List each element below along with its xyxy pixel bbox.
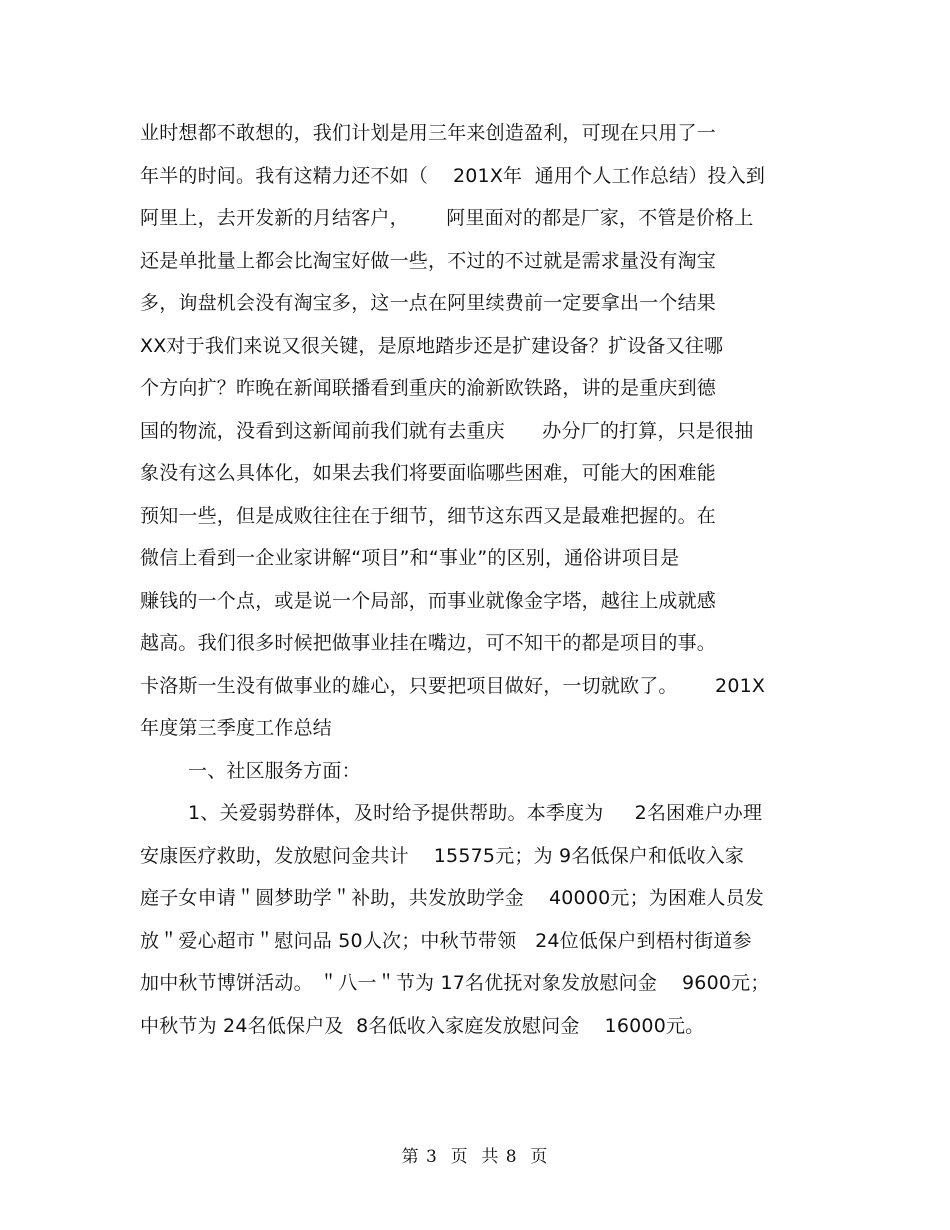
text-line: 中秋节为 24名低保户及 8名低收入家庭发放慰问金 16000元。 (140, 1014, 705, 1037)
text-line: XX对于我们来说又很关键，是原地踏步还是扩建设备？扩设备又往哪 (140, 334, 724, 357)
text-line: 庭子女申请＂圆梦助学＂补助，共发放助学金 40000元；为困难人员发 (140, 887, 765, 909)
text-line: 年半的时间。我有这精力还不如（ 201X年 通用个人工作总结）投入到 (140, 164, 766, 187)
text-line: 一、社区服务方面： (188, 759, 361, 782)
text-line: 象没有这么具体化，如果去我们将要面临哪些困难，可能大的困难能 (140, 462, 717, 484)
text-line: 多，询盘机会没有淘宝多，这一点在阿里续费前一定要拿出一个结果 (140, 292, 717, 314)
document-body (140, 112, 820, 1047)
text-line: 个方向扩？昨晚在新闻联播看到重庆的渝新欧铁路，讲的是重庆到德 (140, 377, 717, 399)
page-number-footer: 第 3 页 共 8 页 (401, 1147, 549, 1167)
text-line: 安康医疗救助，发放慰问金共计 15575元；为 9名低保户和低收入家 (140, 844, 745, 867)
text-line: 1、关爱弱势群体，及时给予提供帮助。本季度为 2名困难户办理 (188, 802, 763, 824)
text-line: 还是单批量上都会比淘宝好做一些，不过的不过就是需求量没有淘宝 (140, 249, 717, 272)
text-line: 阿里上，去开发新的月结客户， 阿里面对的都是厂家，不管是价格上 (140, 207, 754, 229)
text-line: 放＂爱心超市＂慰问品 50人次；中秋节带领 24位低保户到梧村街道参 (140, 929, 752, 952)
text-line: 加中秋节博饼活动。 ＂八一＂节为 17名优抚对象发放慰问金 9600元； (140, 972, 770, 994)
text-line: 赚钱的一个点，或是说一个局部，而事业就像金字塔，越往上成就感 (140, 589, 717, 612)
text-line: 预知一些，但是成败往往在于细节，细节这东西又是最难把握的。在 (140, 504, 717, 527)
text-line: 业时想都不敢想的，我们计划是用三年来创造盈利，可现在只用了一 (140, 122, 717, 144)
text-line: 微信上看到一企业家讲解“项目”和“事业”的区别，通俗讲项目是 (140, 547, 680, 569)
text-line: 越高。我们很多时候把做事业挂在嘴边，可不知干的都是项目的事。 (140, 632, 717, 654)
text-line: 年度第三季度工作总结 (140, 717, 333, 739)
text-line: 卡洛斯一生没有做事业的雄心，只要把项目做好，一切就欧了。 201X (140, 674, 766, 697)
text-line: 国的物流，没看到这新闻前我们就有去重庆 办分厂的打算，只是很抽 (140, 419, 754, 442)
